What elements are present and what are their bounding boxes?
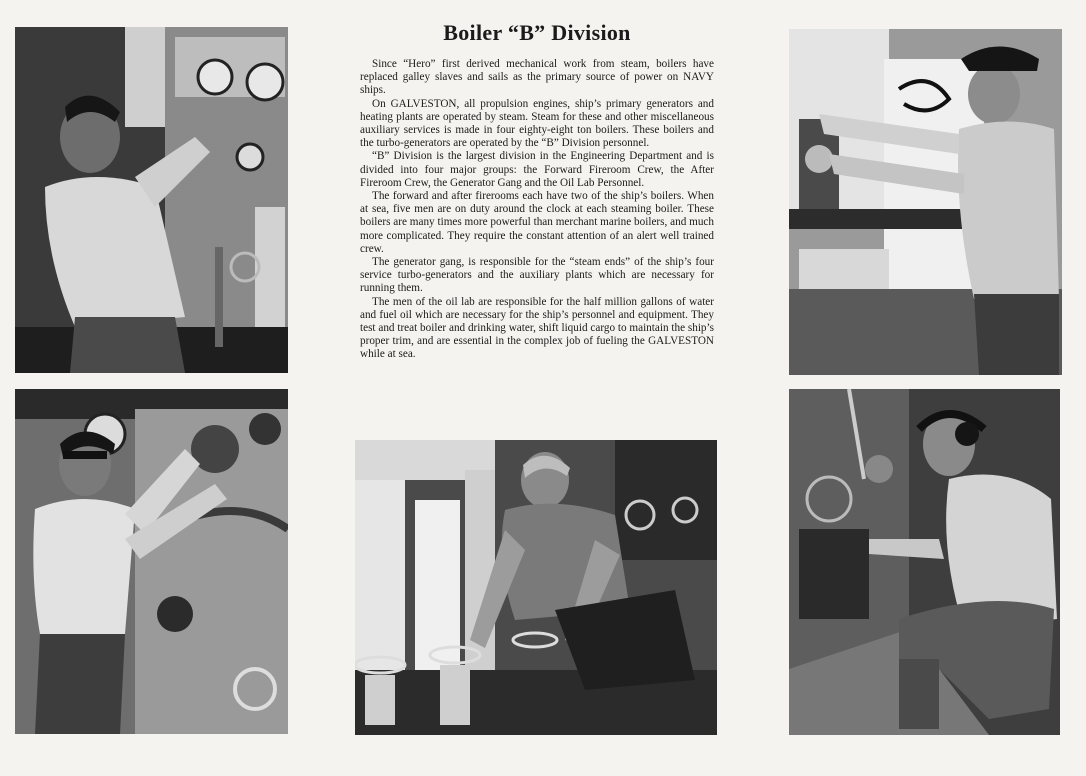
photo-sailor-at-gauge-panel (15, 27, 288, 373)
article-body (360, 58, 714, 362)
page-title: Boiler “B” Division (443, 20, 631, 45)
photo-sailor-turning-valve-wheels (355, 440, 717, 735)
article-paragraph: The generator gang, is responsible for the “steam ends” of the ship’s four service turbo-generators and the auxiliary plants which are necessary for running them. (360, 256, 714, 295)
article-paragraph: “B” Division is the largest division in the Engineering Department and is divided into four major groups: the Forward Fireroom Crew, the After Fireroom Crew, the Generator Gang and the Oil Lab Personnel. (360, 150, 714, 189)
article-paragraph: On GALVESTON, all propulsion engines, ship’s primary generators and heating plants are operated by steam. Steam for these and other miscellaneous auxiliary services is made in four eighty-eight ton boilers. These boilers and the turbo-generators are operated by the “B” Division personnel. (360, 97, 714, 150)
photo-sailor-at-oil-lab-bench (789, 29, 1062, 375)
photo-sailor-with-headphones (789, 389, 1060, 735)
article-paragraph: Since “Hero” first derived mechanical work from steam, boilers have replaced galley slaves and sails as the primary source of power on NAVY ships. (360, 58, 714, 97)
article-paragraph: The men of the oil lab are responsible for the half million gallons of water and fuel oil which are necessary for the ship’s personnel and equipment. They test and treat boiler and drinking water, shift liquid cargo to maintain the ship’s proper trim, and are essential in the complex job of fueling the GALVESTON while at sea. (360, 295, 714, 361)
photo-sailor-with-glasses-at-valve (15, 389, 288, 734)
article-paragraph: The forward and after firerooms each have two of the ship’s boilers. When at sea, five men are on duty around the clock at each steaming boiler. These boilers are many times more powerful than merchant marine boilers, and much more complicated. They require the constant attention of an alert well trained crew. (360, 190, 714, 255)
